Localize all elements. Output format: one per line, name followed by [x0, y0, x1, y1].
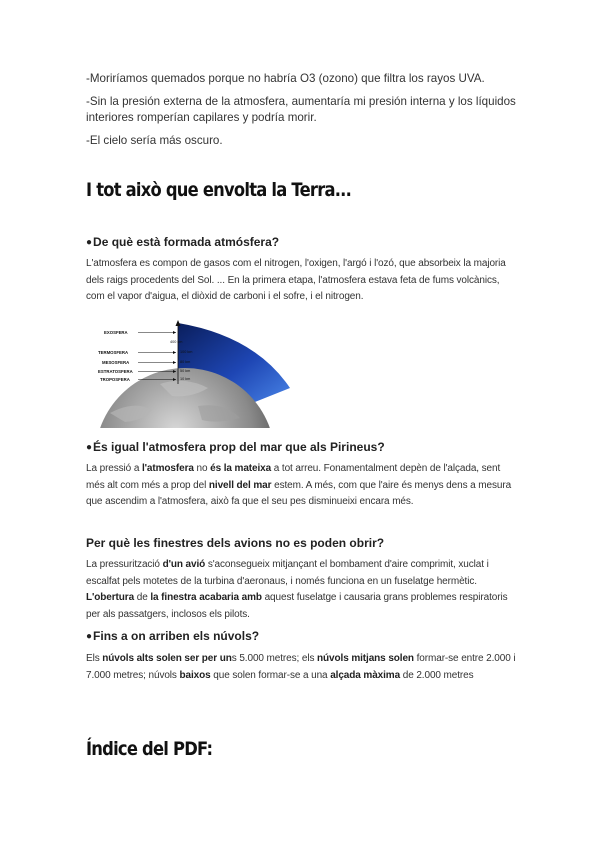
question-4-answer: Els núvols alts solen ser per uns 5.000 metres; els núvols mitjans solen formar-se entre 2.000 i 7.000 metres; núvols baixos que solen formar-se a una alçada màxima de 2.000 metres: [86, 653, 516, 681]
question-4-title: [86, 629, 259, 643]
altitude-label-50: 50 km: [180, 369, 191, 373]
question-3-title: Per què les finestres dels avions no es poden obrir?: [86, 536, 385, 550]
index-title: Índice del PDF:: [86, 738, 213, 760]
question-4-title-text: Fins a on arriben els núvols?: [93, 629, 260, 643]
layer-label-estratosfera: ESTRATOSFERA: [98, 369, 133, 374]
question-2-answer: La pressió a l'atmosfera no és la mateixa a tot arreu. Fonamentalment depèn de l'alçada, sent més alt com més a prop del nivell del mar estem. A més, com que l'aire és menys dens a mesura que ascendim a l'atmosfera, això fa que el seu pes disminueixi encara més.: [86, 463, 512, 507]
layer-label-termosfera: TERMOSFERA: [98, 350, 129, 355]
section-title: I tot això que envolta la Terra...: [86, 179, 352, 201]
altitude-label-80: 80 km: [180, 360, 191, 364]
intro-line-2: -Sin la presión externa de la atmosfera, aumentaría mi presión interna y los líquidos interiores romperían capilares y podría morir.: [86, 95, 516, 124]
question-2-title-text: És igual l'atmosfera prop del mar que als Pirineus?: [93, 440, 385, 454]
atmosphere-diagram: [90, 318, 300, 428]
layer-label-exosfera: EXOSFERA: [104, 330, 128, 335]
altitude-label-400: 400 km: [170, 340, 183, 344]
altitude-label-100: 100 km: [180, 350, 193, 354]
bullet-icon: ●: [86, 631, 93, 642]
question-3-answer: La pressurització d'un avió s'aconsegueix mitjançant el bombament d'aire comprimit, xuclat i escalfat pels motetes de la turbina d'aeronaus, i només funciona en un fuselatge hermètic. L'obertura de la finestra acabaria amb aquest fuselatge i causaria grans problemes respiratoris per als passatgers, inclosos els pilots.: [86, 559, 508, 620]
bullet-icon: ●: [86, 442, 93, 453]
question-1-answer: L'atmosfera es compon de gasos com el nitrogen, l'oxigen, l'argó i l'ozó, que absorbeix la majoria dels raigs procedents del Sol. ... En la primera etapa, l'atmosfera estava feta de fums volcànics, com el vapor d'aigua, el diòxid de carboni i el sofre, i el nitrogen.: [86, 258, 506, 302]
question-1-title-text: De què està formada atmósfera?: [93, 235, 280, 249]
intro-line-1: -Moriríamos quemados porque no habría O3 (ozono) que filtra los rayos UVA.: [86, 72, 485, 85]
altitude-label-10: 10 km: [180, 377, 191, 381]
question-1-title: [86, 235, 279, 249]
intro-line-3: -El cielo sería más oscuro.: [86, 134, 223, 147]
layer-label-mesosfera: MESOSFERA: [102, 360, 130, 365]
bullet-icon: ●: [86, 237, 93, 248]
layer-label-troposfera: TROPOSFERA: [100, 377, 130, 382]
question-2-title: [86, 440, 385, 454]
